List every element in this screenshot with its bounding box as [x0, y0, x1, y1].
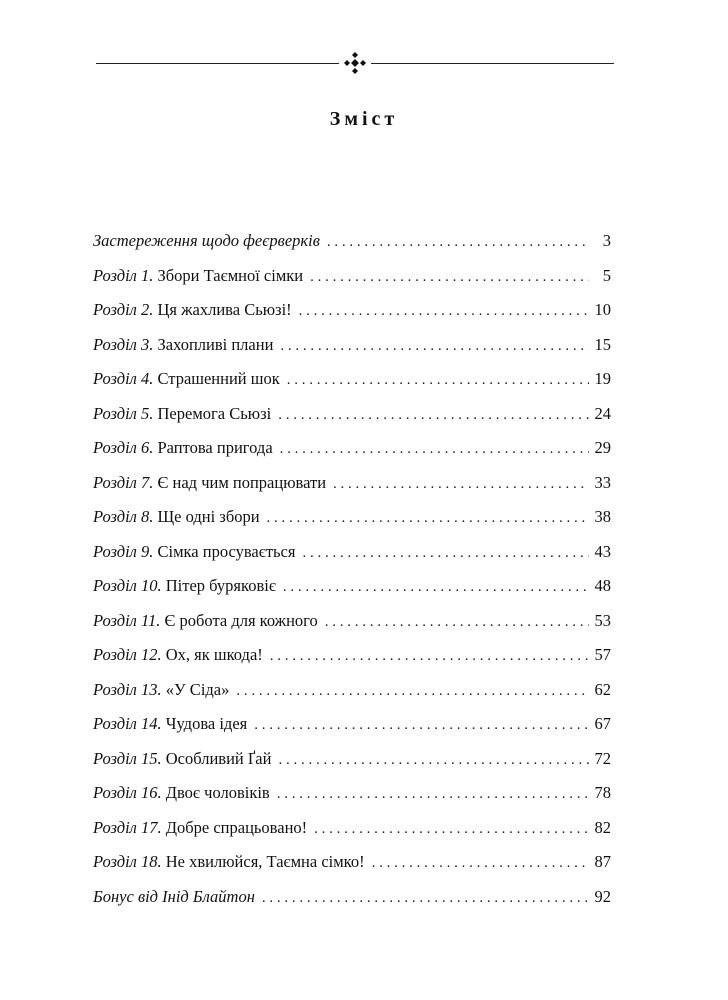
chapter-title: Перемога Сьюзі: [157, 403, 272, 423]
page-number: 48: [594, 576, 611, 595]
toc-entry-label: [93, 433, 273, 463]
toc-entry-label: [93, 813, 307, 843]
page-number: 57: [594, 645, 611, 664]
toc-entry-label: [93, 226, 320, 256]
dot-leader: [325, 607, 589, 637]
header-ornament: [96, 52, 614, 74]
dot-leader: [262, 883, 589, 913]
chapter-title: Бонус від Інід Блайтон: [93, 886, 255, 906]
chapter-number: Розділ 2.: [93, 300, 154, 319]
toc-entry-label: [93, 847, 365, 877]
dot-leader: [333, 469, 589, 499]
dot-leader: [280, 434, 589, 464]
page-title: Зміст: [329, 108, 399, 130]
dot-leader: [254, 710, 589, 740]
chapter-title: «У Сіда»: [165, 679, 230, 699]
dot-leader: [270, 641, 589, 671]
chapter-title: Ох, як шкода!: [165, 645, 263, 664]
chapter-number: Розділ 3.: [93, 334, 154, 354]
chapter-number: Розділ 16.: [93, 783, 162, 802]
page-number: 87: [594, 852, 611, 871]
page-number: 24: [594, 403, 611, 423]
chapter-number: Розділ 15.: [93, 748, 162, 768]
toc-entry[interactable]: [93, 399, 611, 434]
chapter-title: Особливий Ґай: [165, 748, 272, 768]
toc-entry[interactable]: [93, 468, 611, 503]
page-number: 5: [602, 265, 611, 285]
chapter-title: Сімка просувається: [157, 541, 296, 561]
toc-entry[interactable]: [93, 226, 611, 261]
toc-entry-label: [93, 261, 303, 291]
chapter-title: Є робота для кожного: [164, 610, 318, 630]
toc-entry[interactable]: [93, 295, 611, 330]
chapter-title: Страшенний шок: [157, 369, 280, 388]
toc-entry[interactable]: [93, 847, 611, 882]
toc-entry[interactable]: [93, 675, 611, 710]
chapter-number: Розділ 10.: [93, 576, 162, 595]
chapter-number: Розділ 9.: [93, 541, 154, 561]
dot-leader: [283, 572, 589, 602]
toc-entry-label: [93, 640, 263, 670]
toc-entry-label: [93, 502, 260, 532]
chapter-title: Ця жахлива Сьюзі!: [157, 300, 292, 319]
dot-leader: [278, 745, 589, 775]
page-number: 33: [594, 472, 611, 492]
dot-leader: [302, 538, 589, 568]
page-number: 53: [594, 610, 611, 630]
toc-entry-label: [93, 468, 326, 498]
ornament-rule-left: [96, 63, 339, 64]
toc-entry-label: [93, 399, 271, 429]
chapter-number: Розділ 7.: [93, 472, 154, 492]
page-number: 67: [594, 714, 611, 733]
chapter-number: Розділ 5.: [93, 403, 154, 423]
page-number: 62: [594, 679, 611, 699]
toc-entry-label: [93, 330, 273, 360]
chapter-title: Чудова ідея: [165, 714, 248, 733]
page-number: 10: [594, 300, 611, 319]
toc-entry[interactable]: [93, 882, 611, 917]
chapter-number: Розділ 12.: [93, 645, 162, 664]
toc-entry[interactable]: [93, 330, 611, 365]
toc-entry[interactable]: [93, 571, 611, 606]
chapter-number: Розділ 4.: [93, 369, 154, 388]
chapter-number: Розділ 14.: [93, 714, 162, 733]
chapter-title: Добре спрацьовано!: [165, 817, 308, 837]
page-number: 3: [602, 231, 611, 250]
toc-entry-label: [93, 709, 247, 739]
page-number: 72: [594, 748, 611, 768]
toc-entry[interactable]: [93, 709, 611, 744]
chapter-title: Пітер буряковіє: [165, 576, 276, 595]
dot-leader: [267, 503, 589, 533]
toc-entry[interactable]: [93, 261, 611, 296]
toc-entry[interactable]: [93, 744, 611, 779]
chapter-title: Ще одні збори: [157, 507, 260, 526]
dot-leader: [299, 296, 589, 326]
chapter-title: Двоє чоловіків: [165, 783, 270, 802]
page-number: 15: [594, 334, 611, 354]
page-number: 82: [594, 817, 611, 837]
chapter-title: Раптова пригода: [157, 438, 273, 457]
page-number: 29: [594, 438, 611, 457]
ornament-rule-right: [371, 63, 614, 64]
page-number: 43: [594, 541, 611, 561]
chapter-title: Захопливі плани: [157, 334, 274, 354]
toc-entry[interactable]: [93, 640, 611, 675]
chapter-title: Застереження щодо феєрверків: [93, 231, 320, 250]
dot-leader: [310, 262, 589, 292]
chapter-title: Є над чим попрацювати: [157, 472, 327, 492]
page-number: 92: [594, 886, 611, 906]
dot-leader: [277, 779, 589, 809]
dot-leader: [278, 400, 589, 430]
chapter-title: Не хвилюйся, Таємна сімко!: [165, 852, 365, 871]
toc-entry[interactable]: [93, 537, 611, 572]
chapter-number: Розділ 6.: [93, 438, 154, 457]
dot-leader: [314, 814, 589, 844]
dot-leader: [372, 848, 589, 878]
toc-entry-label: [93, 606, 318, 636]
toc-entry-label: [93, 778, 270, 808]
toc-entry-label: [93, 882, 255, 912]
dot-leader: [280, 331, 589, 361]
diamond-ornament-icon: [344, 52, 366, 74]
toc-entry-label: [93, 364, 280, 394]
dot-leader: [287, 365, 589, 395]
toc-entry[interactable]: [93, 813, 611, 848]
dot-leader: [236, 676, 589, 706]
toc-entry[interactable]: [93, 364, 611, 399]
page-number: 38: [594, 507, 611, 526]
chapter-number: Розділ 11.: [93, 610, 161, 630]
toc-entry[interactable]: [93, 778, 611, 813]
chapter-title: Збори Таємної сімки: [157, 265, 304, 285]
toc-entry[interactable]: [93, 502, 611, 537]
page-number: 19: [594, 369, 611, 388]
page-number: 78: [594, 783, 611, 802]
toc-entry-label: [93, 537, 295, 567]
chapter-number: Розділ 13.: [93, 679, 162, 699]
chapter-number: Розділ 1.: [93, 265, 154, 285]
toc-entry-label: [93, 571, 276, 601]
toc-entry-label: [93, 744, 271, 774]
toc-entry[interactable]: [93, 606, 611, 641]
toc-entry-label: [93, 295, 292, 325]
chapter-number: Розділ 18.: [93, 852, 162, 871]
chapter-number: Розділ 8.: [93, 507, 154, 526]
dot-leader: [327, 227, 589, 257]
chapter-number: Розділ 17.: [93, 817, 162, 837]
table-of-contents: [93, 226, 611, 916]
toc-entry-label: [93, 675, 229, 705]
toc-entry[interactable]: [93, 433, 611, 468]
